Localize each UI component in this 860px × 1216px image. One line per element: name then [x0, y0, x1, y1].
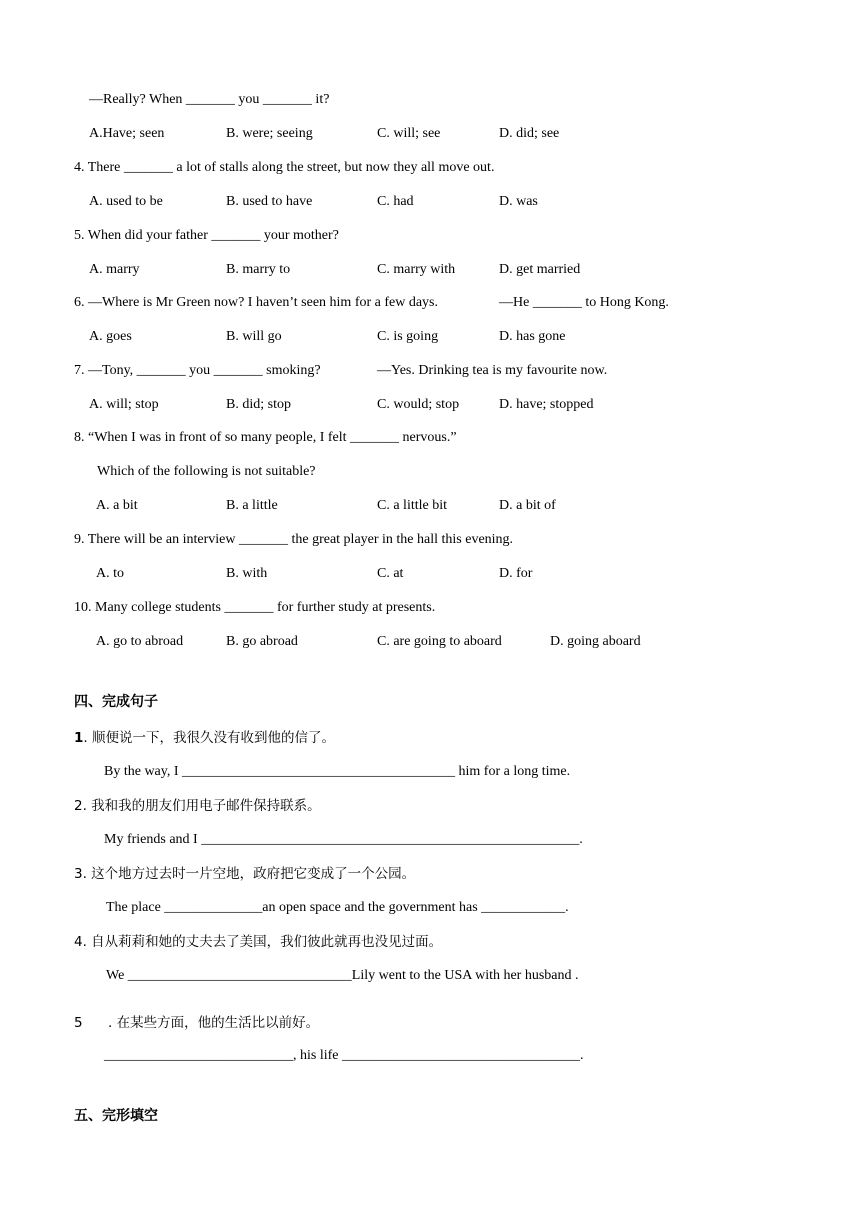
question-stem: 4. There _______ a lot of stalls along the street, but now they all move out. [74, 160, 495, 175]
option-a: A. a bit [96, 498, 138, 513]
chinese-sentence: . 在某些方面，他的生活比以前好。 [108, 1015, 320, 1031]
question-stem: 10. Many college students _______ for further study at presents. [74, 600, 436, 615]
option-c: C. at [377, 566, 404, 581]
sentence-prompt [74, 1014, 320, 1032]
english-blank-line: We ________________________________Lily went to the USA with her husband . [106, 968, 579, 983]
question-stem: 7. —Tony, _______ you _______ smoking? [74, 363, 321, 378]
sentence-prompt [74, 729, 335, 747]
option-d: D. have; stopped [499, 397, 594, 412]
option-b: B. with [226, 566, 268, 581]
english-blank-line: By the way, I _______________________________________ him for a long time. [104, 764, 571, 779]
option-d: D. get married [499, 262, 581, 277]
chinese-sentence: . 顺便说一下，我很久没有收到他的信了。 [83, 730, 335, 746]
option-a: A. to [96, 566, 124, 581]
option-d: D. did; see [499, 126, 560, 141]
option-b: B. marry to [226, 262, 291, 277]
question-stem: 5. When did your father _______ your mother? [74, 228, 339, 243]
question-stem: 9. There will be an interview _______ the great player in the hall this evening. [74, 532, 514, 547]
option-c: C. are going to aboard [377, 634, 502, 649]
option-a: A. goes [89, 329, 132, 344]
option-c: C. would; stop [377, 397, 460, 412]
chinese-sentence: 我和我的朋友们用电子邮件保持联系。 [86, 798, 321, 814]
option-a: A. will; stop [89, 397, 159, 412]
option-a: A. used to be [89, 194, 163, 209]
option-d: D. going aboard [550, 634, 641, 649]
english-blank-line: ___________________________, his life __________________________________. [104, 1048, 584, 1063]
option-c: C. marry with [377, 262, 456, 277]
option-b: B. were; seeing [226, 126, 313, 141]
option-a: A. marry [89, 262, 140, 277]
question-subprompt: Which of the following is not suitable? [97, 464, 316, 479]
item-number: 1 [74, 730, 84, 746]
question-stem: 6. —Where is Mr Green now? I haven’t seen him for a few days. [74, 295, 439, 310]
option-d: D. for [499, 566, 533, 581]
option-a: A.Have; seen [89, 126, 165, 141]
item-number: 2. [74, 798, 87, 814]
question-stem: 8. “When I was in front of so many people, I felt _______ nervous.” [74, 430, 457, 445]
option-d: D. has gone [499, 329, 566, 344]
option-b: B. go abroad [226, 634, 298, 649]
option-c: C. had [377, 194, 414, 209]
item-number: 5 [74, 1015, 83, 1031]
option-d: D. a bit of [499, 498, 556, 513]
sentence-prompt [74, 865, 415, 883]
sentence-prompt [74, 933, 442, 951]
option-c: C. a little bit [377, 498, 447, 513]
sentence-prompt [74, 797, 321, 815]
option-b: B. did; stop [226, 397, 291, 412]
question-reply: —Yes. Drinking tea is my favourite now. [377, 363, 608, 378]
item-number: 3. [74, 866, 87, 882]
item-number: 4. [74, 934, 87, 950]
question-stem: —Really? When _______ you _______ it? [89, 92, 330, 107]
section-heading: 五、完形填空 [74, 1108, 158, 1124]
chinese-sentence: 这个地方过去时一片空地，政府把它变成了一个公园。 [86, 866, 416, 882]
option-c: C. is going [377, 329, 439, 344]
option-b: B. will go [226, 329, 282, 344]
option-c: C. will; see [377, 126, 441, 141]
section-heading: 四、完成句子 [74, 694, 158, 710]
option-b: B. a little [226, 498, 278, 513]
option-b: B. used to have [226, 194, 313, 209]
option-d: D. was [499, 194, 538, 209]
chinese-sentence: 自从莉莉和她的丈夫去了美国，我们彼此就再也没见过面。 [86, 934, 443, 950]
question-reply: —He _______ to Hong Kong. [499, 295, 669, 310]
option-a: A. go to abroad [96, 634, 184, 649]
english-blank-line: The place ______________an open space and the government has ____________. [106, 900, 569, 915]
english-blank-line: My friends and I ______________________________________________________. [104, 832, 583, 847]
